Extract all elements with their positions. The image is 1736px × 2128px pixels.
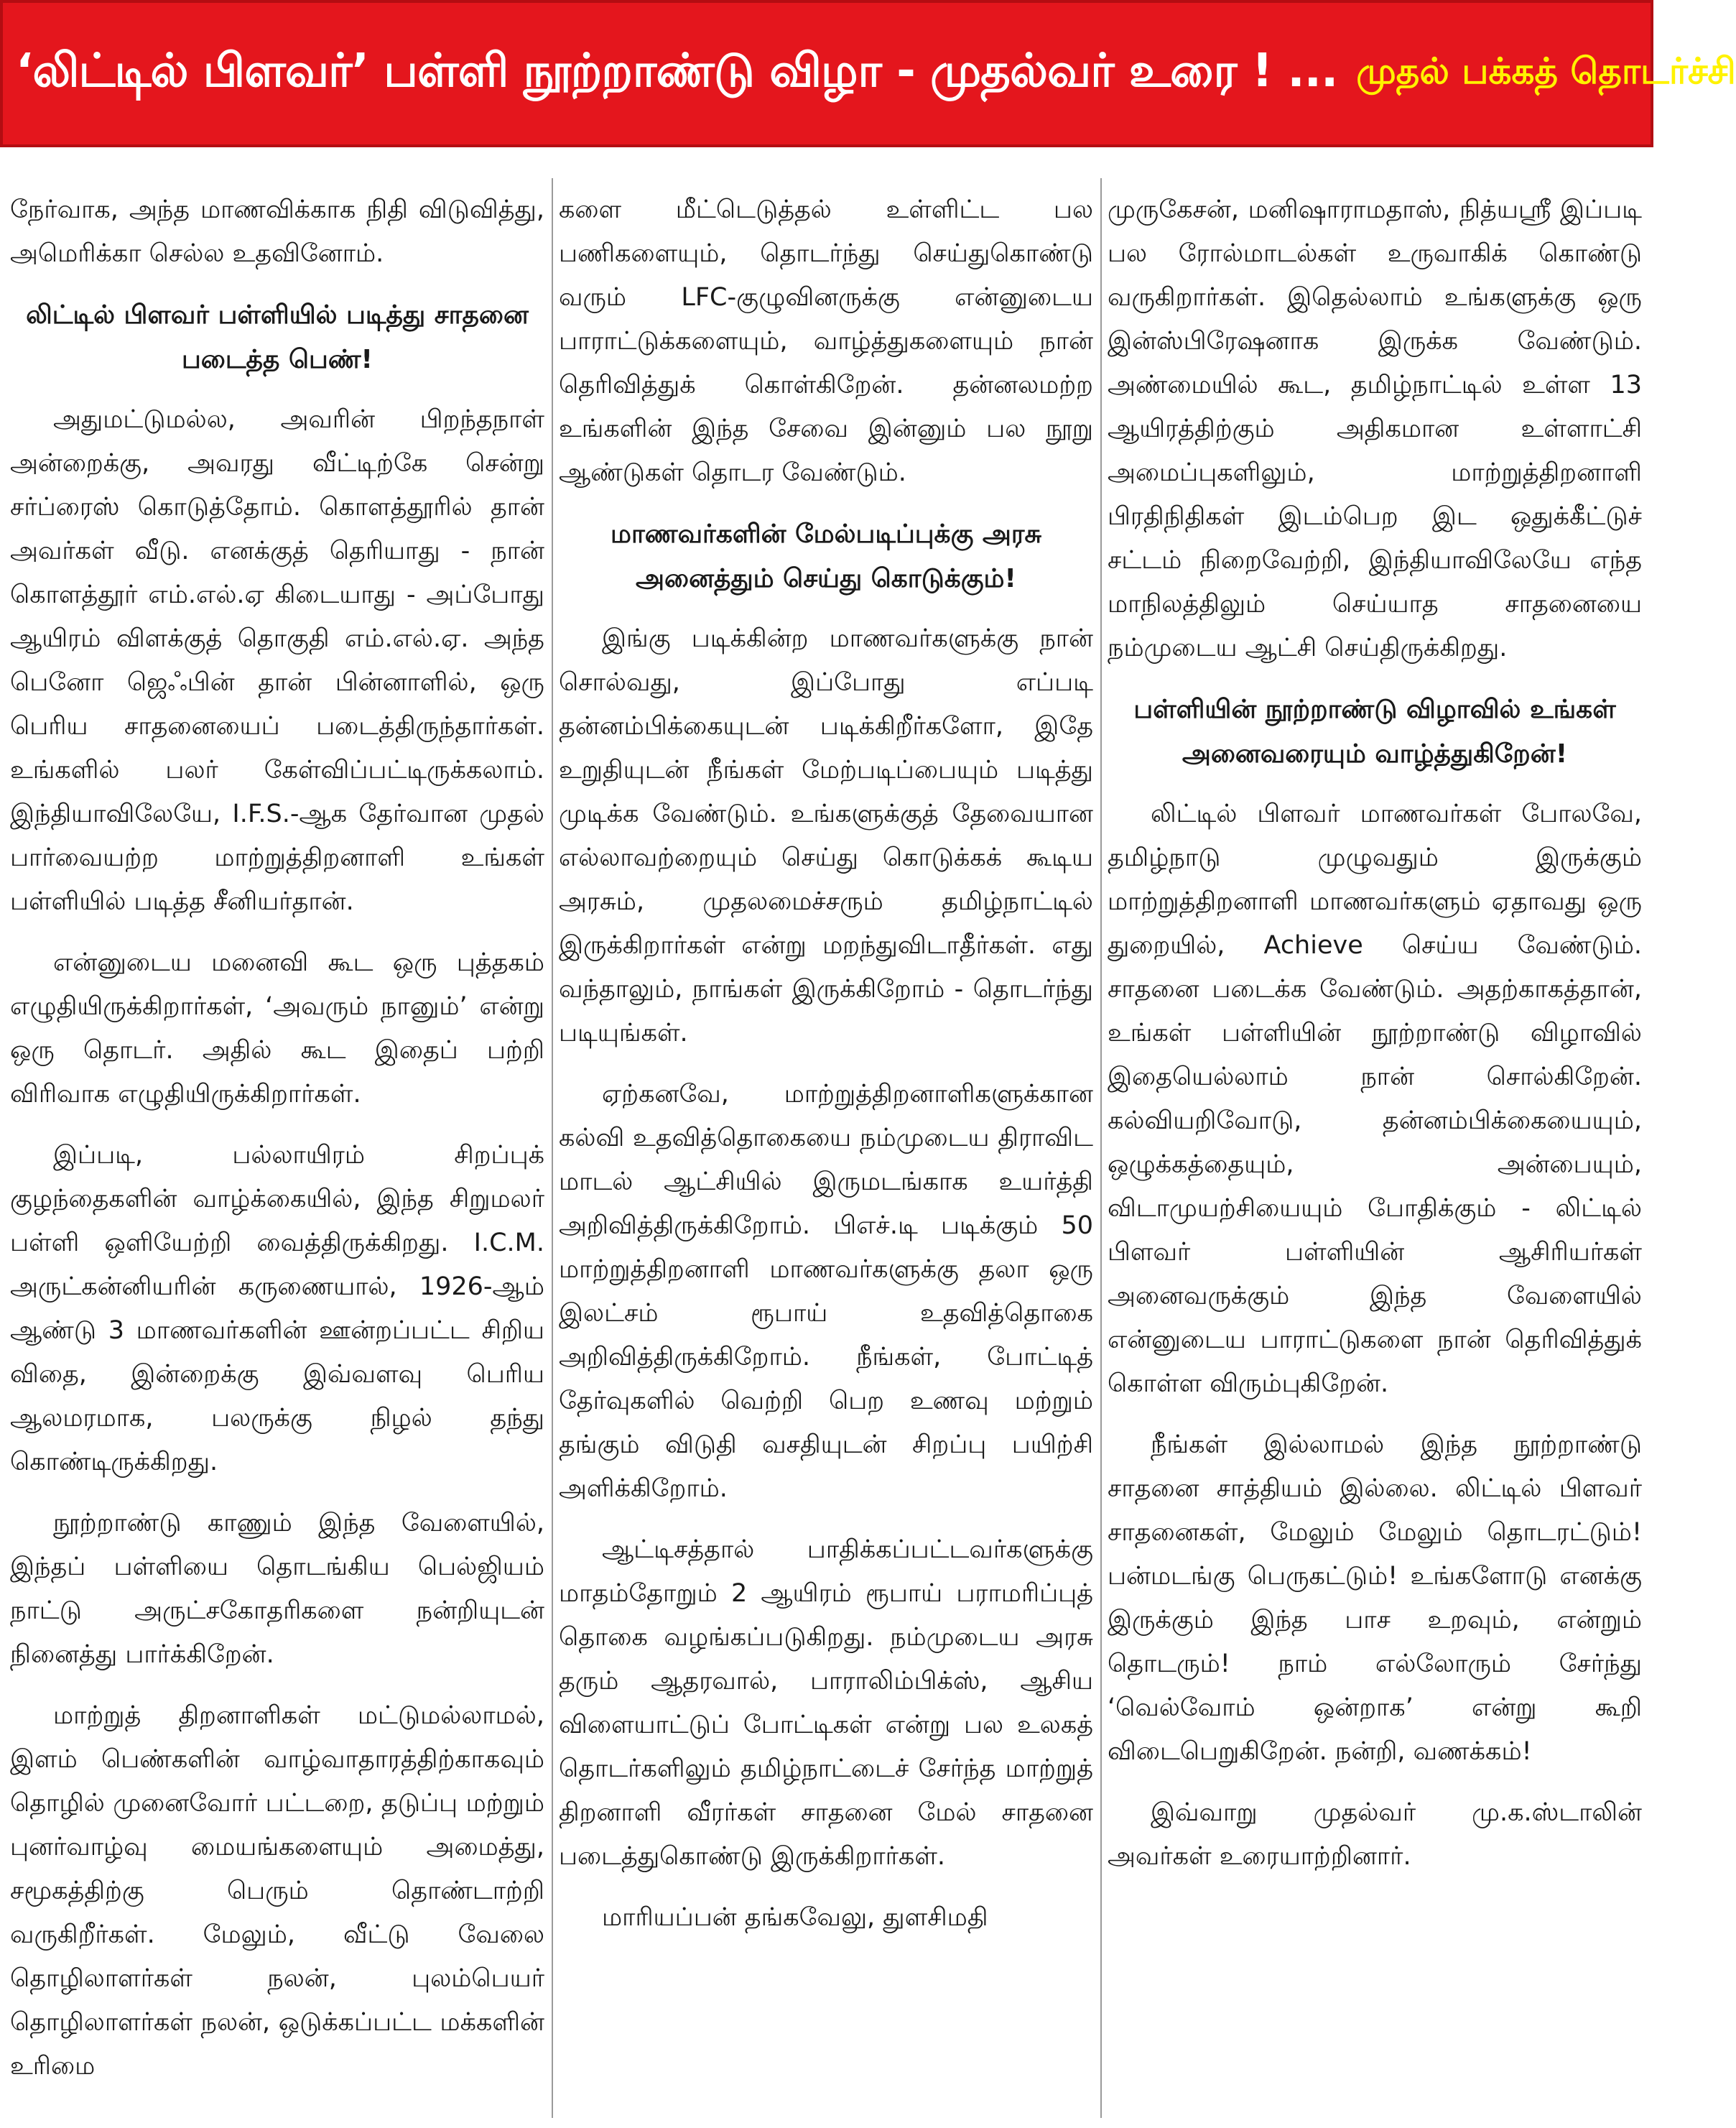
article-paragraph: இவ்வாறு முதல்வர் மு.க.ஸ்டாலின் அவர்கள் உரையாற்றினார். bbox=[1108, 1798, 1642, 1871]
subheading: பள்ளியின் நூற்றாண்டு விழாவில் உங்கள் அனைவரையும் வாழ்த்துகிறேன்! bbox=[1133, 695, 1616, 769]
article-paragraph: களை மீட்டெடுத்தல் உள்ளிட்ட பல பணிகளையும், தொடர்ந்து செய்துகொண்டு வரும் LFC-குழுவினருக்கு என்னுடைய பாராட்டுக்களையும், வாழ்த்துகளையும் நான் தெரிவித்துக் கொள்கிறேன். தன்னலமற்ற உங்களின் இந்த சேவை இன்னும் பல நூறு ஆண்டுகள் தொடர வேண்டும். bbox=[559, 195, 1093, 487]
article-column-3 bbox=[1108, 188, 1642, 2114]
article-paragraph: என்னுடைய மனைவி கூட ஒரு புத்தகம் எழுதியிருக்கிறார்கள், ‘அவரும் நானும்’ என்று ஒரு தொடர். அதில் கூட இதைப் பற்றி விரிவாக எழுதியிருக்கிறார்கள். bbox=[10, 948, 544, 1109]
article-paragraph: நீங்கள் இல்லாமல் இந்த நூற்றாண்டு சாதனை சாத்தியம் இல்லை. லிட்டில் பிளவர் சாதனைகள், மேலும் மேலும் தொடரட்டும்! பன்மடங்கு பெருகட்டும்! உங்களோடு எனக்கு இருக்கும் இந்த பாச உறவும், என்றும் தொடரும்! நாம் எல்லோரும் சேர்ந்து ‘வெல்வோம் ஒன்றாக’ என்று கூறி விடைபெறுகிறேன். நன்றி, வணக்கம்! bbox=[1108, 1430, 1642, 1766]
article-paragraph: இங்கு படிக்கின்ற மாணவர்களுக்கு நான் சொல்வது, இப்போது எப்படி தன்னம்பிக்கையுடன் படிக்கிறீர்களோ, இதே உறுதியுடன் நீங்கள் மேற்படிப்பையும் படித்து முடிக்க வேண்டும். உங்களுக்குத் தேவையான எல்லாவற்றையும் செய்து கொடுக்கக் கூடிய அரசும், முதலமைச்சரும் தமிழ்நாட்டில் இருக்கிறார்கள் என்று மறந்துவிடாதீர்கள். எது வந்தாலும், நாங்கள் இருக்கிறோம் - தொடர்ந்து படியுங்கள். bbox=[559, 624, 1093, 1047]
subheading: மாணவர்களின் மேல்படிப்புக்கு அரசு அனைத்தும் செய்து கொடுக்கும்! bbox=[611, 519, 1041, 593]
article-paragraph: நேர்வாக, அந்த மாணவிக்காக நிதி விடுவித்து, அமெரிக்கா செல்ல உதவினோம். bbox=[10, 195, 544, 268]
article-paragraph: இப்படி, பல்லாயிரம் சிறப்புக் குழந்தைகளின் வாழ்க்கையில், இந்த சிறுமலர் பள்ளி ஒளியேற்றி வைத்திருக்கிறது. I.C.M. அருட்கன்னியரின் கருணையால், 1926-ஆம் ஆண்டு 3 மாணவர்களின் ஊன்றப்பட்ட சிறிய விதை, இன்றைக்கு இவ்வளவு பெரிய ஆலமரமாக, பலருக்கு நிழல் தந்து கொண்டிருக்கிறது. bbox=[10, 1141, 544, 1476]
article-paragraph: மாரியப்பன் தங்கவேலு, துளசிமதி bbox=[602, 1903, 988, 1932]
column-divider bbox=[552, 178, 553, 2118]
article-paragraph: முருகேசன், மனிஷாராமதாஸ், நித்யஸ்ரீ இப்படி பல ரோல்மாடல்கள் உருவாகிக் கொண்டு வருகிறார்கள். இதெல்லாம் உங்களுக்கு ஒரு இன்ஸ்பிரேஷனாக இருக்க வேண்டும். அண்மையில் கூட, தமிழ்நாட்டில் உள்ள 13 ஆயிரத்திற்கும் அதிகமான உள்ளாட்சி அமைப்புகளிலும், மாற்றுத்திறனாளி பிரதிநிதிகள் இடம்பெற இட ஒதுக்கீட்டுச் சட்டம் நிறைவேற்றி, இந்தியாவிலேயே எந்த மாநிலத்திலும் செய்யாத சாதனையை நம்முடைய ஆட்சி செய்திருக்கிறது. bbox=[1108, 195, 1642, 662]
headline-banner bbox=[0, 0, 1736, 147]
article-paragraph: அதுமட்டுமல்ல, அவரின் பிறந்தநாள் அன்றைக்கு, அவரது வீட்டிற்கே சென்று சர்ப்ரைஸ் கொடுத்தோம். கொளத்தூரில் தான் அவர்கள் வீடு. எனக்குத் தெரியாது - நான் கொளத்தூர் எம்.எல்.ஏ கிடையாது - அப்போது ஆயிரம் விளக்குத் தொகுதி எம்.எல்.ஏ. அந்த பெனோ ஜெஃபின் தான் பின்னாளில், ஒரு பெரிய சாதனையைப் படைத்திருந்தார்கள். உங்களில் பலர் கேள்விப்பட்டிருக்கலாம். இந்தியாவிலேயே, I.F.S.-ஆக தேர்வான முதல் பார்வையற்ற மாற்றுத்திறனாளி உங்கள் பள்ளியில் படித்த சீனியர்தான். bbox=[10, 405, 544, 916]
article-paragraph: ஆட்டிசத்தால் பாதிக்கப்பட்டவர்களுக்கு மாதம்தோறும் 2 ஆயிரம் ரூபாய் பராமரிப்புத் தொகை வழங்கப்படுகிறது. நம்முடைய அரசு தரும் ஆதரவால், பாராலிம்பிக்ஸ், ஆசிய விளையாட்டுப் போட்டிகள் என்று பல உலகத் தொடர்களிலும் தமிழ்நாட்டைச் சேர்ந்த மாற்றுத் திறனாளி வீரர்கள் சாதனை மேல் சாதனை படைத்துகொண்டு இருக்கிறார்கள். bbox=[559, 1535, 1093, 1871]
article-paragraph: மாற்றுத் திறனாளிகள் மட்டுமல்லாமல், இளம் பெண்களின் வாழ்வாதாரத்திற்காகவும் தொழில் முனைவோர் பட்டறை, தடுப்பு மற்றும் புனர்வாழ்வு மையங்களையும் அமைத்து, சமூகத்திற்கு பெரும் தொண்டாற்றி வருகிறீர்கள். மேலும், வீட்டு வேலை தொழிலாளர்கள் நலன், புலம்பெயர் தொழிலாளர்கள் நலன், ஒடுக்கப்பட்ட மக்களின் உரிமை bbox=[10, 1701, 544, 2081]
column-divider bbox=[1100, 178, 1102, 2118]
article-paragraph: லிட்டில் பிளவர் மாணவர்கள் போலவே, தமிழ்நாடு முழுவதும் இருக்கும் மாற்றுத்திறனாளி மாணவர்களும் ஏதாவது ஒரு துறையில், Achieve செய்ய வேண்டும். சாதனை படைக்க வேண்டும். அதற்காகத்தான், உங்கள் பள்ளியின் நூற்றாண்டு விழாவில் இதையெல்லாம் நான் சொல்கிறேன். கல்வியறிவோடு, தன்னம்பிக்கையையும், ஒழுக்கத்தையும், அன்பையும், விடாமுயற்சியையும் போதிக்கும் - லிட்டில் பிளவர் பள்ளியின் ஆசிரியர்கள் அனைவருக்கும் இந்த வேளையில் என்னுடைய பாராட்டுகளை நான் தெரிவித்துக் கொள்ள விரும்புகிறேன். bbox=[1108, 800, 1642, 1398]
subheading: லிட்டில் பிளவர் பள்ளியில் படித்து சாதனை படைத்த பெண்! bbox=[26, 300, 529, 374]
continuation-label: முதல் பக்கத் தொடர்ச்சி bbox=[1356, 50, 1736, 92]
article-column-2 bbox=[559, 188, 1093, 2114]
article-paragraph: நூற்றாண்டு காணும் இந்த வேளையில், இந்தப் பள்ளியை தொடங்கிய பெல்ஜியம் நாட்டு அருட்சகோதரிகளை நன்றியுடன் நினைத்து பார்க்கிறேன். bbox=[10, 1509, 544, 1669]
headline-title: ‘லிட்டில் பிளவர்’ பள்ளி நூற்றாண்டு விழா - முதல்வர் உரை ! ... bbox=[16, 44, 1338, 98]
article-column-1 bbox=[10, 188, 544, 2114]
article-paragraph: ஏற்கனவே, மாற்றுத்திறனாளிகளுக்கான கல்வி உதவித்தொகையை நம்முடைய திராவிட மாடல் ஆட்சியில் இருமடங்காக உயர்த்தி அறிவித்திருக்கிறோம். பிஎச்.டி படிக்கும் 50 மாற்றுத்திறனாளி மாணவர்களுக்கு தலா ஒரு இலட்சம் ரூபாய் உதவித்தொகை அறிவித்திருக்கிறோம். நீங்கள், போட்டித் தேர்வுகளில் வெற்றி பெற உணவு மற்றும் தங்கும் விடுதி வசதியுடன் சிறப்பு பயிற்சி அளிக்கிறோம். bbox=[559, 1080, 1093, 1503]
